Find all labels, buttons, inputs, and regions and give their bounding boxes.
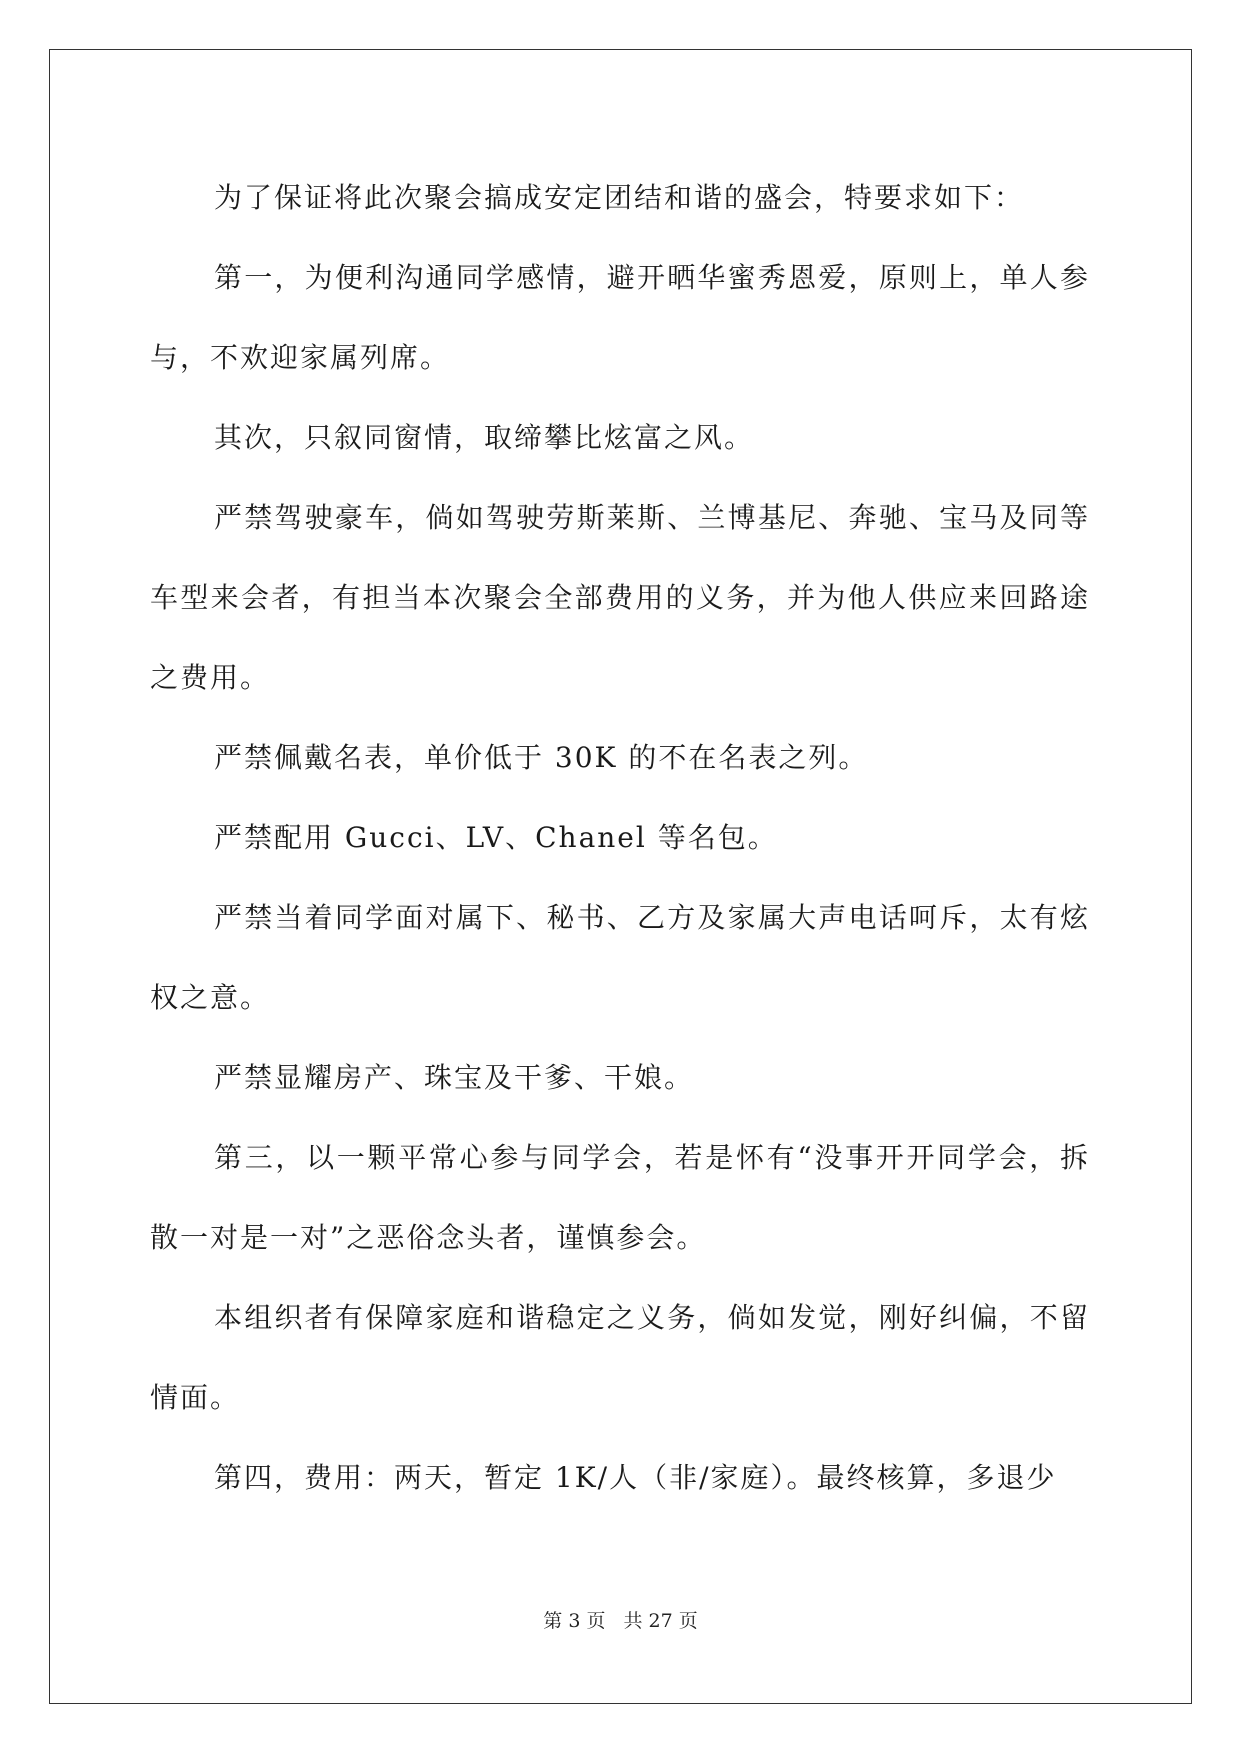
document-body — [150, 158, 1090, 1518]
paragraph-phone-calls: 严禁当着同学面对属下、秘书、乙方及家属大声电话呵斥，太有炫权之意。 — [150, 901, 1090, 1014]
paragraph-intro: 为了保证将此次聚会搞成安定团结和谐的盛会，特要求如下： — [214, 181, 1025, 214]
paragraph-bags: 严禁配用 Gucci、LV、Chanel 等名包。 — [214, 821, 778, 854]
paragraph-property: 严禁显耀房产、珠宝及干爹、干娘。 — [214, 1061, 695, 1094]
page-total: 共 27 页 — [623, 1610, 698, 1632]
page-number: 第 3 页 — [543, 1610, 606, 1632]
page-footer — [0, 1606, 1241, 1633]
paragraph-rule-three: 第三，以一颗平常心参与同学会，若是怀有“没事开开同学会，拆散一对是一对”之恶俗念头者，谨慎参会。 — [150, 1141, 1090, 1254]
paragraph-watches: 严禁佩戴名表，单价低于 30K 的不在名表之列。 — [214, 741, 869, 774]
paragraph-rule-one: 第一，为便利沟通同学感情，避开晒华蜜秀恩爱，原则上，单人参与，不欢迎家属列席。 — [150, 261, 1090, 374]
paragraph-luxury-cars: 严禁驾驶豪车，倘如驾驶劳斯莱斯、兰博基尼、奔驰、宝马及同等车型来会者，有担当本次聚会全部费用的义务，并为他人供应来回路途之费用。 — [150, 501, 1090, 694]
paragraph-organizer-duty: 本组织者有保障家庭和谐稳定之义务，倘如发觉，刚好纠偏，不留情面。 — [150, 1301, 1090, 1414]
paragraph-rule-four-fees: 第四，费用：两天，暂定 1K/人（非/家庭）。最终核算，多退少 — [214, 1461, 1057, 1494]
paragraph-rule-two: 其次，只叙同窗情，取缔攀比炫富之风。 — [214, 421, 755, 454]
